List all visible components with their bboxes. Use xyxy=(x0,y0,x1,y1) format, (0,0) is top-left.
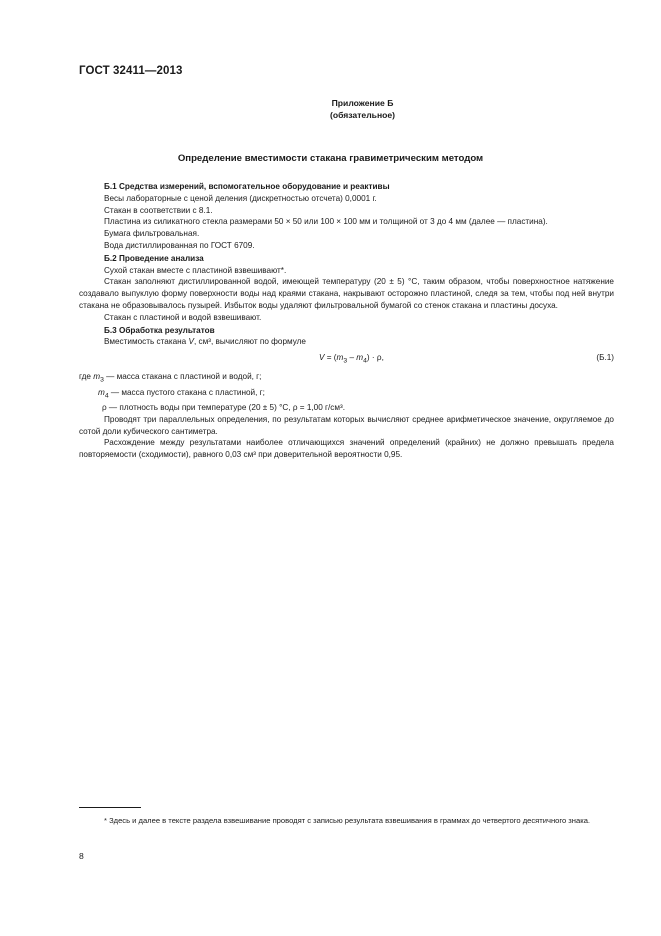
where-rho: ρ — плотность воды при температуре (20 ± 5) °С, ρ = 1,00 г/см³. xyxy=(102,403,346,413)
document-number: ГОСТ 32411—2013 xyxy=(79,65,183,77)
b2-paragraph-weigh-full: Стакан с пластиной и водой взвешивают. xyxy=(104,312,262,322)
b3-paragraph-parallel: Проводят три параллельных определения, по результатам которых вычисляют среднее арифметическое значение, округляемое до сотой доли кубического сантиметра. xyxy=(79,414,614,436)
annex-status: (обязательное) xyxy=(329,110,396,120)
b2-paragraph-weigh-dry: Сухой стакан вместе с пластиной взвешивают*. xyxy=(104,265,287,275)
b3-paragraph-repeatability: Расхождение между результатами наиболее отличающихся значений определений (крайних) не должно превышать предела повторяемости (сходимости), равного 0,03 см³ при доверительной вероятности 0,95. xyxy=(79,438,614,460)
where-m3: где $m_3$ — масса стакана с пластиной и водой, г; xyxy=(79,372,262,384)
document-body xyxy=(79,180,614,461)
section-b2-heading: Б.2 Проведение анализа xyxy=(104,253,204,263)
b1-item-scales: Весы лабораторные с ценой деления (дискретностью отсчета) 0,0001 г. xyxy=(104,193,377,203)
footnote-separator xyxy=(79,807,141,808)
formula-number: (Б.1) xyxy=(596,353,614,363)
formula-b1 xyxy=(79,352,614,365)
section-b1-heading: Б.1 Средства измерений, вспомогательное оборудование и реактивы xyxy=(104,182,390,191)
annex-title: Приложение Б xyxy=(331,98,394,108)
annex-main-title: Определение вместимости стакана гравиметрическим методом xyxy=(177,153,484,164)
footnote-text: * Здесь и далее в тексте раздела взвешивание проводят с записью результата взвешивания в граммах до четвертого десятичного знака. xyxy=(104,816,591,825)
b3-intro: Вместимость стакана V, см³, вычисляют по формуле xyxy=(104,337,306,347)
b1-item-filter-paper: Бумага фильтровальная. xyxy=(104,229,200,239)
where-m4: $m_4$ — масса пустого стакана с пластиной, г; xyxy=(98,387,265,400)
b1-item-water: Вода дистиллированная по ГОСТ 6709. xyxy=(104,240,255,250)
footnote xyxy=(79,815,614,827)
page-number: 8 xyxy=(79,851,84,861)
b2-paragraph-fill: Стакан заполняют дистиллированной водой, имеющей температуру (20 ± 5) °С, таким образом, чтобы поверхностное натяжение создавало выпуклую форму поверхности воды над краями стакана, накрывают осторожно пластиной, следя за тем, чтобы под ней внутри стакана не образовывалось пузырей. Избыток воды удаляют фильтровальной бумагой со стенок стакана и пластины досуха. xyxy=(79,277,614,310)
b1-item-beaker: Стакан в соответствии с 8.1. xyxy=(104,205,213,215)
section-b3-heading: Б.3 Обработка результатов xyxy=(104,325,215,335)
b1-item-plate: Пластина из силикатного стекла размерами 50 × 50 или 100 × 100 мм и толщиной от 3 до 4 мм (далее — пластина). xyxy=(104,217,548,227)
formula-expression: $V = (m_3 - m_4) \cdot \rho$, xyxy=(319,353,384,365)
